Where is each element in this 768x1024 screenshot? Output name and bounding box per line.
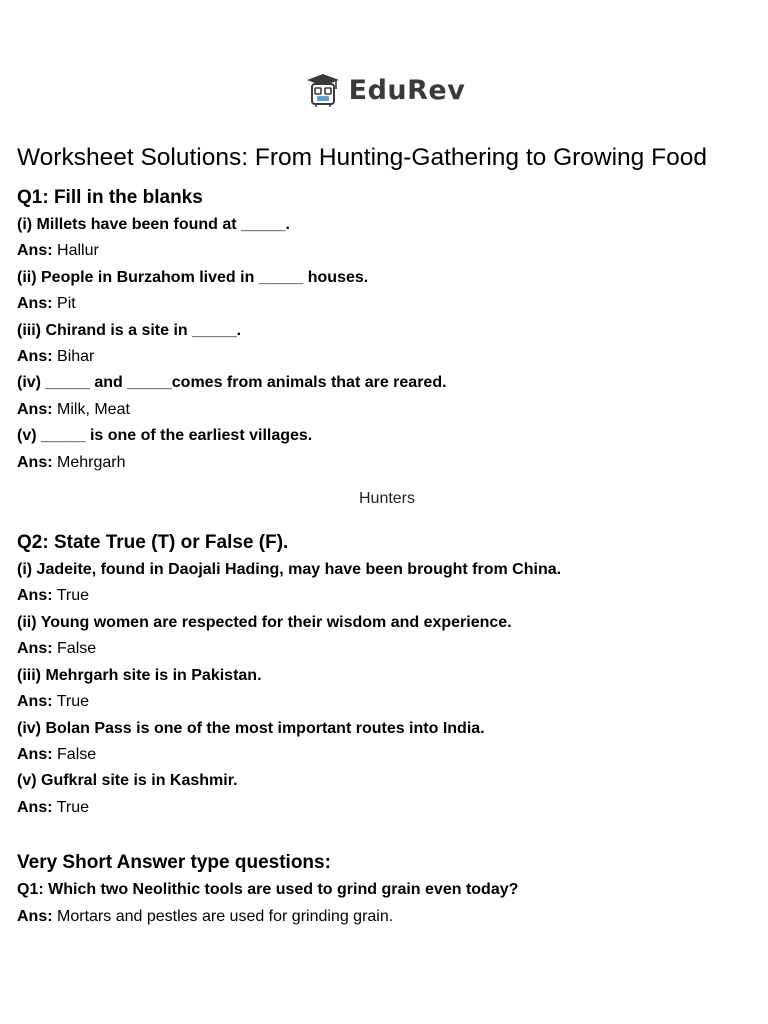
question: (iii) Mehrgarh site is in Pakistan.	[17, 666, 262, 684]
answer	[17, 795, 757, 821]
question: (i) Millets have been found at _____.	[17, 216, 290, 233]
question: Q1: Which two Neolithic tools are used to grind grain even today?	[17, 881, 519, 899]
answer-text: Hallur	[57, 242, 99, 260]
question: (iv) Bolan Pass is one of the most important routes into India.	[17, 719, 485, 737]
question: (i) Jadeite, found in Daojali Hading, may have been brought from China.	[17, 561, 562, 579]
answer-text: False	[57, 745, 97, 763]
question: (v) Gufkral site is in Kashmir.	[17, 772, 238, 790]
answer-label: Ans:	[17, 798, 53, 816]
answer-label: Ans:	[17, 907, 53, 925]
answer	[17, 238, 757, 264]
answer	[17, 397, 757, 423]
answer-label: Ans:	[17, 693, 53, 711]
answer	[17, 344, 757, 370]
answer	[17, 636, 757, 662]
answer-text: Bihar	[57, 348, 95, 366]
answer	[17, 291, 757, 317]
question: (v) _____ is one of the earliest villages.	[17, 427, 313, 445]
q2-heading: Q2: State True (T) or False (F).	[17, 532, 289, 554]
answer-text: Mehrgarh	[57, 453, 126, 471]
answer-label: Ans:	[17, 242, 53, 260]
answer-text: Pit	[57, 295, 76, 313]
answer-label: Ans:	[17, 640, 53, 658]
answer	[17, 583, 757, 609]
answer	[17, 742, 757, 768]
answer-label: Ans:	[17, 745, 53, 763]
answer-text: Mortars and pestles are used for grinding grain.	[57, 907, 394, 925]
question: (ii) Young women are respected for their wisdom and experience.	[17, 613, 512, 631]
answer	[17, 450, 757, 476]
q1-list	[17, 212, 757, 476]
graduation-cap-mascot-icon	[303, 72, 343, 108]
page-title: Worksheet Solutions: From Hunting-Gathering to Growing Food	[17, 144, 707, 171]
answer-text: False	[57, 640, 97, 658]
question: (ii) People in Burzahom lived in _____ houses.	[17, 268, 369, 286]
answer-label: Ans:	[17, 295, 53, 313]
answer-label: Ans:	[17, 453, 53, 471]
vsa-heading: Very Short Answer type questions:	[17, 852, 331, 874]
answer	[17, 904, 757, 930]
question: (iv) _____ and _____comes from animals that are reared.	[17, 374, 447, 392]
answer-text: True	[56, 798, 90, 816]
logo-text: EduRev	[348, 74, 466, 106]
worksheet-content	[17, 142, 757, 930]
answer-label: Ans:	[17, 400, 53, 418]
answer	[17, 689, 757, 715]
vsa-list	[17, 877, 757, 930]
edurev-logo	[0, 72, 768, 108]
answer-text: True	[56, 693, 90, 711]
answer-text: True	[56, 587, 90, 605]
q2-list	[17, 557, 757, 821]
answer-label: Ans:	[17, 348, 53, 366]
question: (iii) Chirand is a site in _____.	[17, 321, 242, 339]
answer-label: Ans:	[17, 587, 53, 605]
hunters-note: Hunters	[358, 490, 416, 508]
q1-heading: Q1: Fill in the blanks	[17, 187, 203, 208]
answer-text: Milk, Meat	[57, 400, 130, 418]
